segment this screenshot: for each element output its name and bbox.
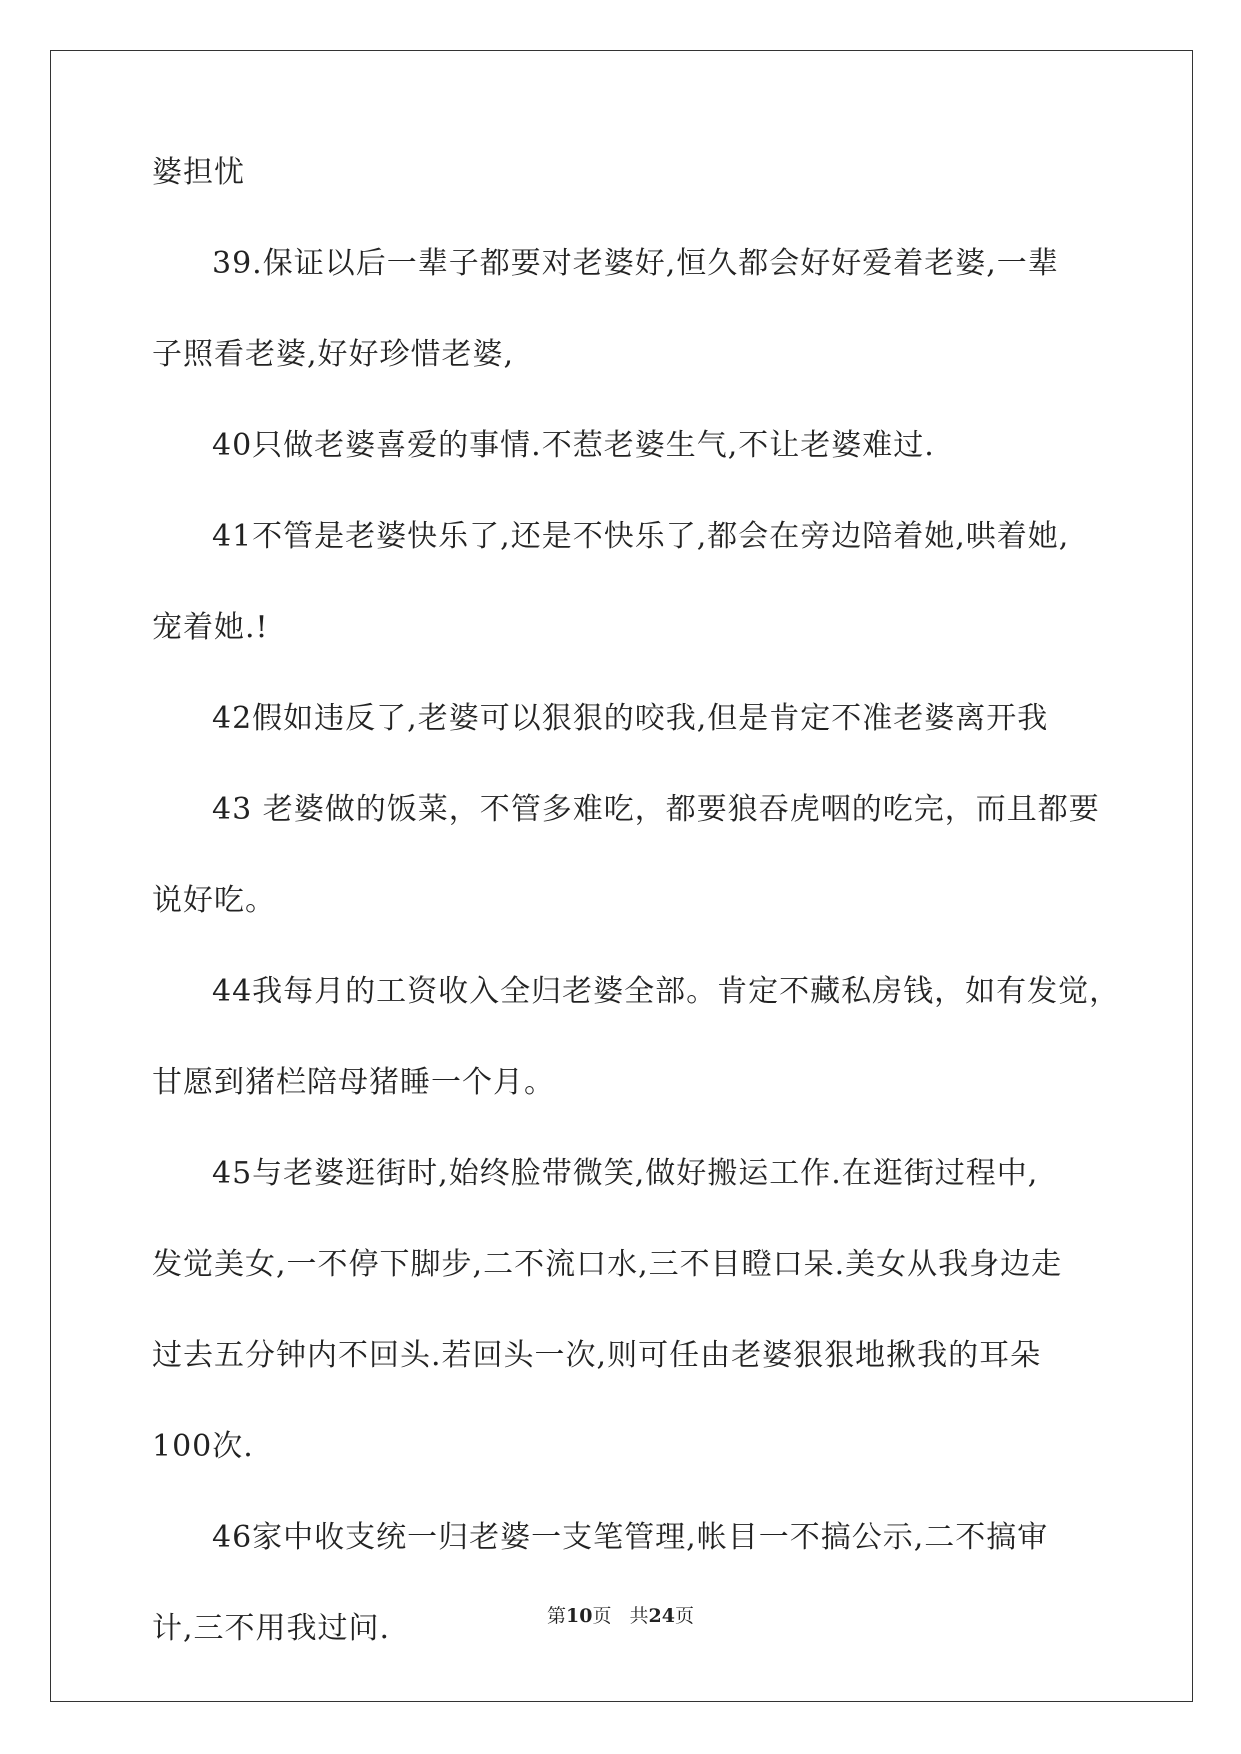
page-suffix: 页 (592, 1605, 612, 1627)
text-line: 发觉美女,一不停下脚步,二不流口水,三不目瞪口呆.美女从我身边走 (152, 1247, 1063, 1282)
text-line: 43 老婆做的饭菜，不管多难吃，都要狼吞虎咽的吃完，而且都要 (212, 792, 1100, 827)
text-line: 40只做老婆喜爱的事情.不惹老婆生气,不让老婆难过. (212, 428, 935, 463)
page-prefix: 第 (547, 1605, 567, 1627)
text-line: 说好吃。 (152, 883, 276, 918)
page-number: 10 (566, 1605, 593, 1627)
text-line: 甘愿到猪栏陪母猪睡一个月。 (152, 1065, 555, 1100)
total-pages: 24 (648, 1605, 675, 1627)
text-line: 过去五分钟内不回头.若回头一次,则可任由老婆狠狠地揪我的耳朵 (152, 1338, 1042, 1373)
text-line: 39.保证以后一辈子都要对老婆好,恒久都会好好爱着老婆,一辈 (212, 246, 1059, 281)
total-suffix: 页 (674, 1605, 694, 1627)
text-line: 婆担忧 (152, 155, 245, 190)
total-prefix: 共 (629, 1605, 649, 1627)
text-line: 100次. (152, 1429, 254, 1464)
document-body (152, 150, 1121, 1697)
text-line: 宠着她.! (152, 610, 269, 645)
text-line: 44我每月的工资收入全归老婆全部。肯定不藏私房钱，如有发觉， (212, 974, 1121, 1009)
text-line: 45与老婆逛街时,始终脸带微笑,做好搬运工作.在逛街过程中, (212, 1156, 1039, 1191)
text-line: 计,三不用我过问. (152, 1611, 391, 1646)
text-line: 41不管是老婆快乐了,还是不快乐了,都会在旁边陪着她,哄着她, (212, 519, 1070, 554)
page-footer (0, 1604, 1241, 1628)
text-line: 46家中收支统一归老婆一支笔管理,帐目一不搞公示,二不搞审 (212, 1520, 1049, 1555)
text-line: 子照看老婆,好好珍惜老婆, (152, 337, 515, 372)
text-line: 42假如违反了,老婆可以狠狠的咬我,但是肯定不准老婆离开我 (212, 701, 1049, 736)
